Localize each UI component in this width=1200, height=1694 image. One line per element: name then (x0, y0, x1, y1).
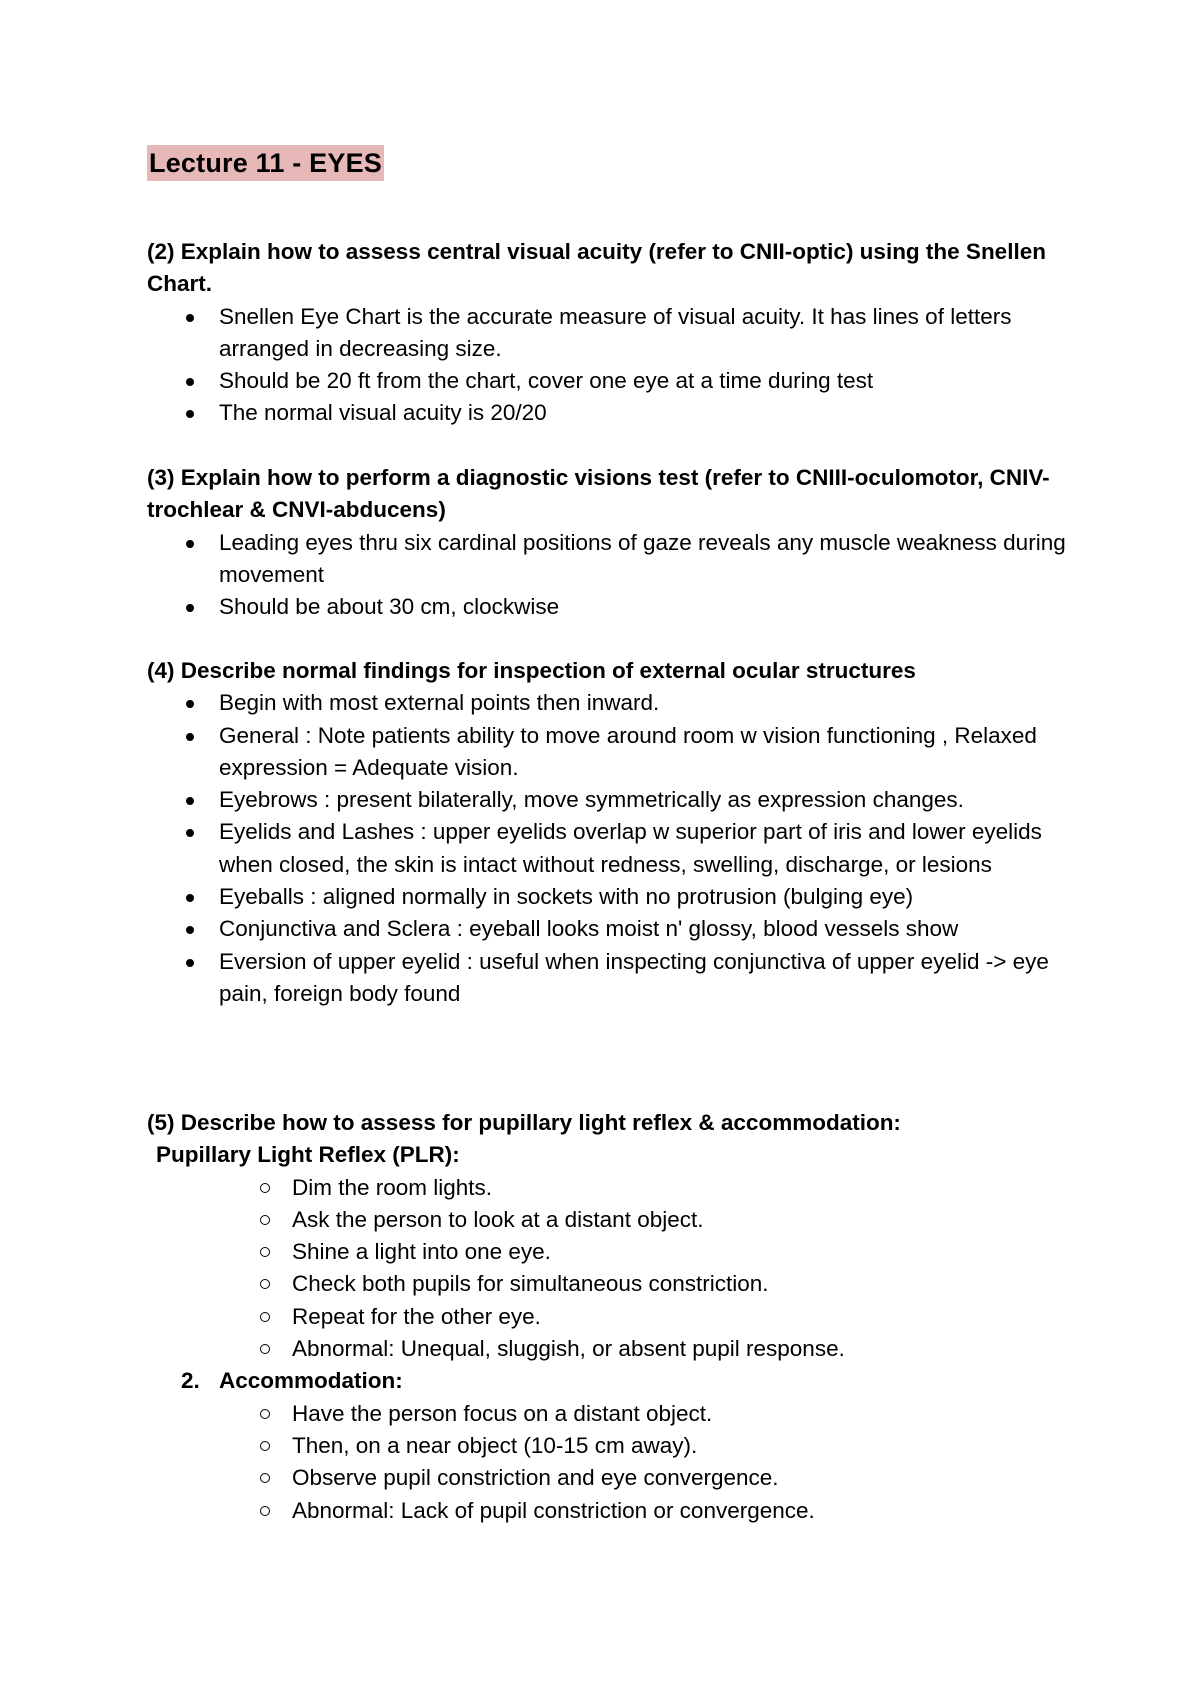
list-item: Abnormal: Lack of pupil constriction or convergence. (147, 1495, 1087, 1527)
list-item: Leading eyes thru six cardinal positions of gaze reveals any muscle weakness during movement (147, 527, 1087, 592)
list-item: Snellen Eye Chart is the accurate measure of visual acuity. It has lines of letters arranged in decreasing size. (147, 301, 1087, 366)
sub-bullet-list (147, 1172, 1087, 1366)
section-pupillary-reflex (147, 1107, 1087, 1527)
section-heading: (5) Describe how to assess for pupillary light reflex & accommodation: (147, 1110, 901, 1135)
list-item: Should be 20 ft from the chart, cover one eye at a time during test (147, 365, 1087, 397)
list-item: Eyebrows : present bilaterally, move symmetrically as expression changes. (147, 784, 1087, 816)
sub-bullet-list (147, 1398, 1087, 1527)
list-item: Dim the room lights. (147, 1172, 1087, 1204)
accommodation-subheading (147, 1365, 1087, 1397)
list-item: Eyeballs : aligned normally in sockets with no protrusion (bulging eye) (147, 881, 1087, 913)
list-item: The normal visual acuity is 20/20 (147, 397, 1087, 429)
list-item: Shine a light into one eye. (147, 1236, 1087, 1268)
list-item: Repeat for the other eye. (147, 1301, 1087, 1333)
list-item: Should be about 30 cm, clockwise (147, 591, 1087, 623)
list-item: Conjunctiva and Sclera : eyeball looks moist n' glossy, blood vessels show (147, 913, 1087, 945)
list-item: Eyelids and Lashes : upper eyelids overlap w superior part of iris and lower eyelids when closed, the skin is intact without redness, swelling, discharge, or lesions (147, 816, 1087, 881)
section-visual-acuity (147, 236, 1087, 430)
bullet-list (147, 301, 1087, 430)
list-item: Ask the person to look at a distant object. (147, 1204, 1087, 1236)
section-heading: (2) Explain how to assess central visual acuity (refer to CNII-optic) using the Snellen Chart. (147, 239, 1046, 297)
list-number: 2. (181, 1368, 200, 1394)
section-heading: (4) Describe normal findings for inspection of external ocular structures (147, 658, 916, 683)
list-item: General : Note patients ability to move around room w vision functioning , Relaxed expression = Adequate vision. (147, 720, 1087, 785)
list-item: Begin with most external points then inward. (147, 687, 1087, 719)
section-diagnostic-vision (147, 462, 1087, 623)
list-item: Have the person focus on a distant object. (147, 1398, 1087, 1430)
list-item: Eversion of upper eyelid : useful when inspecting conjunctiva of upper eyelid -> eye pain, foreign body found (147, 946, 1087, 1011)
bullet-list (147, 687, 1087, 1010)
page-title: Lecture 11 - EYES (147, 145, 384, 181)
list-item: Then, on a near object (10-15 cm away). (147, 1430, 1087, 1462)
plr-subheading: Pupillary Light Reflex (PLR): (156, 1142, 460, 1168)
list-item: Abnormal: Unequal, sluggish, or absent pupil response. (147, 1333, 1087, 1365)
list-item: Check both pupils for simultaneous constriction. (147, 1268, 1087, 1300)
section-heading: (3) Explain how to perform a diagnostic visions test (refer to CNIII-oculomotor, CNIV-trochlear & CNVI-abducens) (147, 465, 1050, 523)
bullet-list (147, 527, 1087, 624)
accommodation-label: Accommodation: (219, 1368, 403, 1394)
section-external-ocular (147, 655, 1087, 1010)
list-item: Observe pupil constriction and eye convergence. (147, 1462, 1087, 1494)
